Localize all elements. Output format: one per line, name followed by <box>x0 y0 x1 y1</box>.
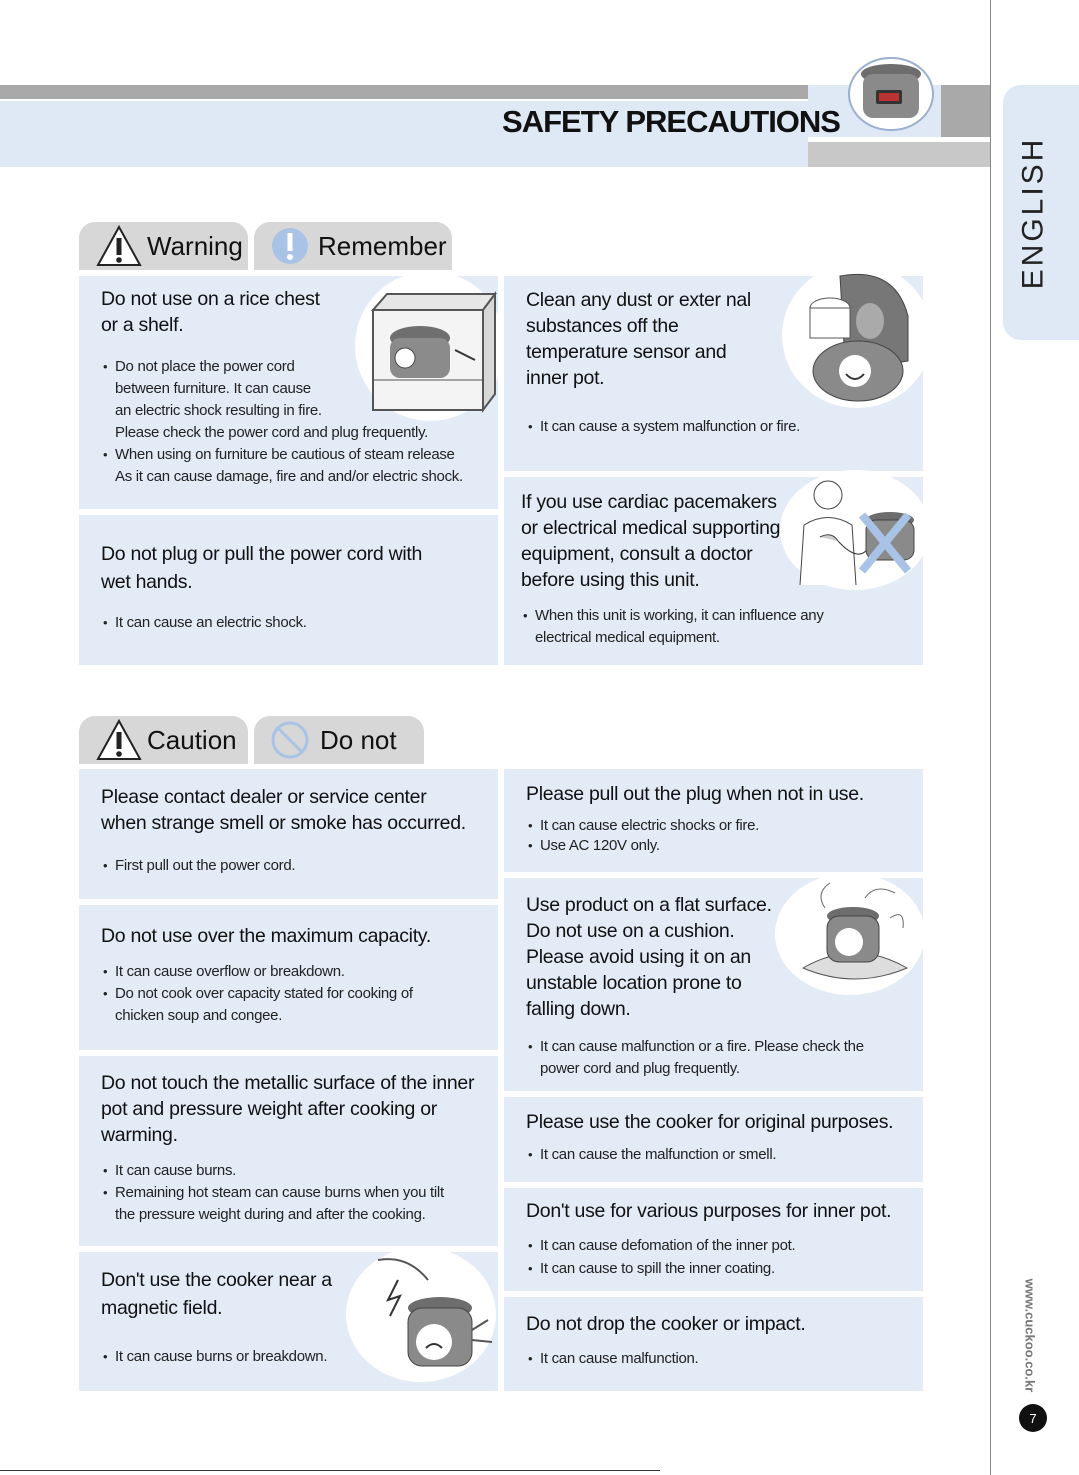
title-accent <box>941 85 990 137</box>
exclamation-circle-icon <box>270 226 310 266</box>
bottom-rule <box>0 1470 660 1471</box>
page-title: SAFETY PRECAUTIONS <box>502 104 840 139</box>
pacemaker-person-icon <box>790 475 930 590</box>
caution-plug-bullets: • It can cause electric shocks or fire. • Use AC 120V only. <box>526 816 759 856</box>
caution-legend: Caution <box>79 716 248 764</box>
caution-smell-heading: Please contact dealer or service center when strange smell or smoke has occurred. <box>101 786 466 834</box>
caution-metallic-heading: Do not touch the metallic surface of the inner pot and pressure weight after cooking or warming. <box>101 1072 475 1146</box>
caution-flat-heading: Use product on a flat surface. Do not use on a cushion. Please avoid using it on an unstable location prone to falling down. <box>526 894 772 1020</box>
title-band-gray <box>808 142 990 167</box>
caution-purposes-bullets: • It can cause the malfunction or smell. <box>526 1144 776 1166</box>
prohibited-icon <box>270 720 310 760</box>
language-label: ENGLISH <box>1016 136 1049 289</box>
warning-rice-chest-bullets: • Do not place the power cord between furniture. It can cause an electric shock resulting in fire. Please check the power cord and plug frequently. • When using on furniture be cautious of steam release As it can cause damage, fire and and/or electric shock. <box>101 356 501 488</box>
caution-magnetic-bullets: • It can cause burns or breakdown. <box>101 1346 327 1368</box>
cooker-sensor-icon <box>800 266 915 406</box>
warning-pacemaker-bullets: • When this unit is working, it can influence any electrical medical equipment. <box>521 605 824 649</box>
caution-metallic-bullets: • It can cause burns. • Remaining hot steam can cause burns when you tilt the pressure weight during and after the cooking. <box>101 1160 444 1226</box>
caution-capacity-heading: Do not use over the maximum capacity. <box>101 925 431 947</box>
caution-inner-pot-heading: Don't use for various purposes for inner pot. <box>526 1200 892 1222</box>
caution-smell-bullets: • First pull out the power cord. <box>101 855 295 877</box>
remember-legend: Remember <box>254 222 452 270</box>
warning-rice-chest-heading: Do not use on a rice chest or a shelf. <box>101 288 320 336</box>
caution-drop-heading: Do not drop the cooker or impact. <box>526 1313 806 1335</box>
cooker-on-cushion-icon <box>795 878 915 990</box>
magnetic-cooker-icon <box>368 1250 498 1380</box>
website-url: www.cuckoo.co.kr <box>1022 1278 1038 1392</box>
donot-legend: Do not <box>254 716 424 764</box>
caution-drop-bullets: • It can cause malfunction. <box>526 1348 698 1370</box>
caution-plug-heading: Please pull out the plug when not in use. <box>526 783 864 805</box>
warning-clean-dust-heading: Clean any dust or exter nal substances off the temperature sensor and inner pot. <box>526 289 751 389</box>
caution-inner-pot-bullets: • It can cause defomation of the inner pot. • It can cause to spill the inner coating. <box>526 1234 795 1280</box>
caution-magnetic-heading: Don't use the cooker near a magnetic field. <box>101 1269 332 1319</box>
caution-triangle-icon <box>95 718 143 762</box>
rice-cooker-icon <box>846 52 936 132</box>
warning-wet-hands-heading: Do not plug or pull the power cord with wet hands. <box>101 543 423 593</box>
warning-clean-dust-bullets: • It can cause a system malfunction or fire. <box>526 416 800 438</box>
caution-flat-bullets: • It can cause malfunction or a fire. Please check the power cord and plug frequently. <box>526 1036 864 1080</box>
caution-capacity-bullets: • It can cause overflow or breakdown. • Do not cook over capacity stated for cooking of chicken soup and congee. <box>101 961 413 1027</box>
page-divider <box>990 0 991 1475</box>
caution-purposes-heading: Please use the cooker for original purposes. <box>526 1111 894 1133</box>
page-number: 7 <box>1019 1404 1047 1432</box>
warning-legend: Warning <box>79 222 248 270</box>
warning-triangle-icon <box>95 224 143 268</box>
warning-pacemaker-heading: If you use cardiac pacemakers or electrical medical supporting equipment, consult a doctor before using this unit. <box>521 491 781 591</box>
warning-wet-hands-bullets: • It can cause an electric shock. <box>101 612 307 634</box>
